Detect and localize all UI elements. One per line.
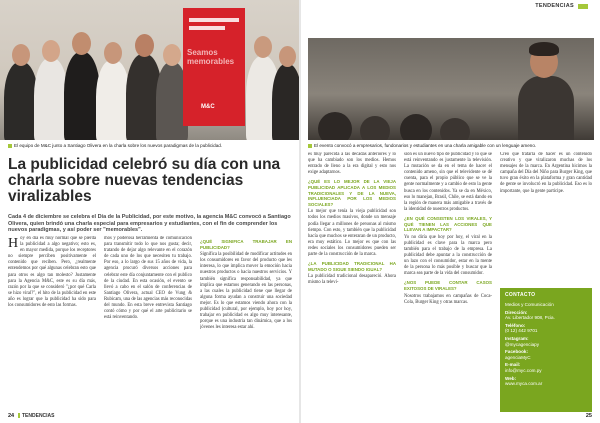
body-paragraph: Yo no diría que hoy por hoy, el viral en la publicidad es clave para la marca pero también para el trabajo de la empresa. La publicidad debe apuntar a la construcción de un lazo con el consumidor, estar en la mente de la persona lo más posible y buscar que la marca sea parte de la vida del consumidor. [404,234,492,277]
interview-question: ¿LA PUBLICIDAD TRADICIONAL HA MUTADO O SIGUE SIENDO IGUAL? [308,261,396,272]
left-column-1 [8,236,96,408]
article-deck: Cada 4 de diciembre se celebra el Día de la Publicidad, por este motivo, la agencia M&C convocó a Santiago Olivera, quien brindó una charla especial para empresarios y estudiantes, con el fin de comprender los nuevos paradigmas, y así poder ser "memorables". [8,214,291,234]
body-paragraph: mos y poderosa herramienta de comunicación para transmitir todo lo que nos gusta; decir, tratando de dejar algo relevante en el corazón de cada uno de los que necesiten tu trabajo. Por eso, a lo largo de sus 15 años de vida, la agencia procuró diversos acciones para celebrar este día conjuntamente con el publico de la ciudad. En esta ocasión, el evento se llevó a cabo en el salón de conferencias de Santiago Olivera, actual CEO de Vung & Rubicam, una de las agencias más reconocidas del mundo. En esta breve entrevista Santiago contó cómo y por qué el arte publicitario se está reinventando. [104,236,192,321]
photo-caption-left: El equipo de M&C junto a Santiago Olivera en la charla sobre los nuevos paradigmas de la publicidad. [8,143,294,149]
banner-slogan: Seamos memorables [187,48,235,66]
body-paragraph: sión es un nuevo tipo de publicidad y lo que se está reinventando es justamente la televisión. La mutación se da en el tema de hacer el contenido ameno, sin que el televidente se dé cuenta, para el propio público que se ve la gente normalmente y a cambio de esto la gente busca en los contenidos. Ya se da en México, eso lo manejan, Brasil, Chile, se está dando en la región de manera más amigable a través de la identidad de nuestros productos. [404,152,492,212]
section-marker [578,4,588,9]
speaker-photo [308,38,594,140]
body-paragraph: La publicidad tradicional desapareció. Ahora mismo la televi- [308,274,396,286]
right-column-2 [404,152,492,410]
caption-marker [8,144,12,148]
body-paragraph: Creo que tratarla de hacer es un contenido creativo y que viralizaron muchas de los mensajes de la marca. En Argentina hicimos la campaña del Día del Niño para Burger King, que tuvo gran éxito en la plataforma y gran cantidad de gente se involucró en la publicidad. Eso es lo importante, que la gente participe. [500,152,592,194]
right-column-1 [308,152,396,410]
interview-question: ¿EN QUÉ CONSISTEN LOS VIRALES, Y QUÉ TIENEN LAS ACCIONES QUE LLEVAN A IMPACTAR? [404,215,492,233]
body-paragraph: Significa la posibilidad de modificar actitudes en los consumidores en favor del producto que les interesa, lo que implica mover la emoción hacia nuestros productos o hacia nuestros servicios. Y también significa responsabilidad, ya que implica que estamos generando en las personas, a las cuales la publicidad tiene que llegar de alguna forma ayudan a construir una sociedad mejor. Es lo que estamos viendo ahora con la publicidad (cultural, por ejemplo, hoy por hoy, trabajar en publicidad es algo muy interesante, porque es una industria tan dinámica, que a los jóvenes les interesa estar ahí. [200,252,292,331]
right-page [300,0,600,423]
body-paragraph: Lo mejor que tenía la vieja publicidad son todos los medios masivos, donde un mensaje podía llegar a millones de personas al mismo tiempo. Con esto, y también que la publicidad hacía que muchos se enteraran de un producto, era muy estático. Lo mejor es que con las redes sociales los consumidores pueden ser parte de la construcción de la marca. [308,209,396,257]
contact-address: Dirección: Av. Libertador 908, Pcia. [505,309,555,321]
page-number-right: 25 [585,413,592,419]
right-column-3 [500,152,592,280]
team-photo [0,0,300,140]
page-number-left: 24 [8,413,15,419]
article-headline: La publicidad celebró su día con una charla sobre nuevas tendencias viralizables [8,156,281,205]
banner-logo: M&C [201,104,215,110]
drop-cap: H [8,236,19,251]
caption-marker [308,144,312,148]
body-paragraph: es muy parecida a las décadas anteriores y lo que ha cambiado son los medios. Hemos entrado de lleno a la era digital y esto nos exige adaptarnos. [308,152,396,176]
contact-company: Medios y Comunicación [505,302,554,307]
photo-caption-right: El evento convocó a empresarios, fundonarios y estudiantes en una charla amigable con un lenguaje ameno. [308,143,594,149]
folio-marker [18,413,20,418]
interview-question: ¿NOS PUEDE CONTAR CASOS EXITOSOS DE VIRALES? [404,280,492,291]
contact-web: Web: www.myca.com.ar [505,375,543,387]
interview-question: ¿QUÉ SIGNIFICA TRABAJAR EN PUBLICIDAD? [200,239,292,250]
contact-facebook: Facebook: agenciaMyC [505,349,531,360]
contact-email: E-mail: info@myc.com.py [505,362,542,373]
interview-question: ¿QUÉ ES LO MEJOR DE LA VIEJA PUBLICIDAD APLICADA A LOS MEDIOS TRADICIONALES Y DE LA NUEVA, INFLUENCIADA POR LOS MEDIOS SOCIALES? [308,179,396,207]
contact-title: CONTACTO [505,292,536,298]
left-column-3 [200,236,292,408]
body-paragraph: Nosotros trabajamos en campañas de Coca-Cola, Burger King y otras marcas. [404,293,492,305]
contact-instagram: Instagram: @mycagenciapy [505,335,540,347]
section-tag-footer: TENDENCIAS [22,413,55,419]
contact-box [500,288,592,412]
section-header: TENDENCIAS [535,3,574,9]
body-paragraph: Hoy en día es muy normal que se pierda la publicidad a algo negativo; esto es, en mayor medida, porque los receptores no siempre perciben positivamente el contenido que reciben. Pero, ¿realmente entendemos por qué algunas celebran esto que para otros es algo tan molesto? Justamente para la Agencia M&C, este es su día más, razón por la que se consideró "¿por qué Carla se hizo viral?", el hito de la publicidad en este año es lograr que la publicidad ha sido para los consumidores de esto las formas. [8,236,96,309]
left-column-2 [104,236,192,408]
event-banner [183,8,245,126]
contact-phone: Teléfono: (0 12) 442 9701 [505,322,538,334]
